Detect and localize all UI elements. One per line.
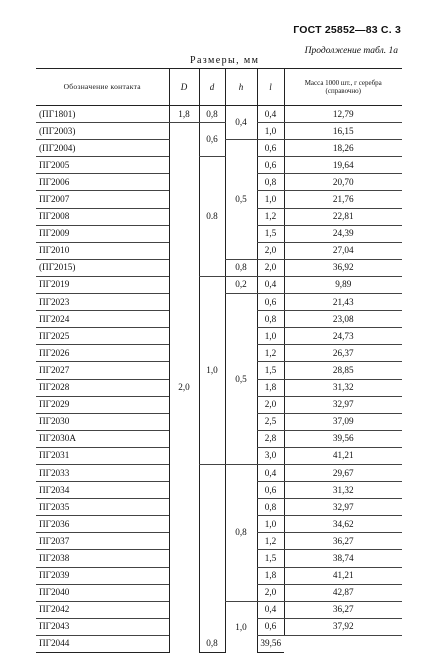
cell-designation: ПГ2007: [36, 191, 169, 208]
cell-l: 1,8: [257, 567, 284, 584]
cell-mass: 32,97: [284, 499, 402, 516]
cell-designation: ПГ2029: [36, 396, 169, 413]
cell-designation: (ПГ1801): [36, 106, 169, 123]
cell-l: 0,6: [257, 294, 284, 311]
cell-mass: 18,26: [284, 140, 402, 157]
cell-mass: 39,56: [257, 635, 284, 652]
col-header-l: l: [257, 69, 284, 106]
sizes-caption: Размеры, мм: [190, 55, 260, 66]
cell-mass: 21,76: [284, 191, 402, 208]
cell-designation: ПГ2023: [36, 294, 169, 311]
cell-l: 2,0: [257, 259, 284, 276]
table-row: [36, 106, 402, 123]
cell-mass: 29,67: [284, 464, 402, 481]
cell-h: 1,0: [225, 601, 257, 652]
cell-designation: ПГ2033: [36, 464, 169, 481]
cell-designation: ПГ2009: [36, 225, 169, 242]
table-header-row: [36, 69, 402, 106]
page-reference: ГОСТ 25852—83 С. 3: [293, 24, 401, 36]
col-header-d: d: [199, 69, 225, 106]
cell-l: 1,2: [257, 345, 284, 362]
table-row: [36, 157, 402, 174]
cell-d: 0,8: [199, 106, 225, 123]
cell-l: 1,5: [257, 225, 284, 242]
cell-d: 0.8: [199, 157, 225, 277]
cell-designation: ПГ2034: [36, 482, 169, 499]
cell-l: 1,0: [257, 328, 284, 345]
cell-h: 0,8: [225, 259, 257, 276]
cell-mass: 37,09: [284, 413, 402, 430]
cell-designation: (ПГ2015): [36, 259, 169, 276]
cell-l: 1,5: [257, 550, 284, 567]
cell-mass: 31,32: [284, 379, 402, 396]
cell-designation: ПГ2040: [36, 584, 169, 601]
cell-mass: 12,79: [284, 106, 402, 123]
cell-l: 1,2: [257, 533, 284, 550]
cell-mass: 9,89: [284, 276, 402, 293]
cell-mass: 41,21: [284, 447, 402, 464]
cell-l: 0,6: [257, 482, 284, 499]
cell-designation: ПГ2044: [36, 635, 169, 652]
cell-l: 1,0: [257, 516, 284, 533]
table-row: [36, 635, 402, 652]
table-row: [36, 276, 402, 293]
cell-l: 2,0: [257, 396, 284, 413]
cell-d-continued: [199, 464, 225, 635]
cell-mass: 27,04: [284, 242, 402, 259]
cell-mass: 36,92: [284, 259, 402, 276]
cell-designation: ПГ2008: [36, 208, 169, 225]
cell-designation: (ПГ2003): [36, 123, 169, 140]
col-header-D: D: [169, 69, 199, 106]
col-header-mass: Масса 1000 шт., г серебра (справочно): [284, 69, 402, 106]
cell-l: 0,8: [257, 174, 284, 191]
cell-mass: 37,92: [284, 618, 402, 635]
cell-designation: ПГ2030: [36, 413, 169, 430]
cell-h: 0,5: [225, 140, 257, 260]
cell-l: 2,5: [257, 413, 284, 430]
cell-l: 1,0: [257, 191, 284, 208]
cell-designation: ПГ2035: [36, 499, 169, 516]
cell-l: 0,8: [257, 311, 284, 328]
contact-table: [36, 68, 402, 653]
cell-l: 0,6: [257, 157, 284, 174]
cell-designation: ПГ2024: [36, 311, 169, 328]
cell-D: 2,0: [169, 123, 199, 653]
cell-designation: ПГ2036: [36, 516, 169, 533]
cell-l: 0,4: [257, 276, 284, 293]
cell-designation: ПГ2019: [36, 276, 169, 293]
cell-l: 3,0: [257, 447, 284, 464]
cell-l: 1,5: [257, 362, 284, 379]
cell-l: 0,4: [257, 464, 284, 481]
cell-h: 0,5: [225, 294, 257, 465]
cell-l: 2,8: [257, 430, 284, 447]
cell-designation: ПГ2026: [36, 345, 169, 362]
cell-designation: ПГ2031: [36, 447, 169, 464]
cell-designation: ПГ2028: [36, 379, 169, 396]
table-continuation-label: Продолжение табл. 1а: [304, 46, 398, 56]
cell-l: 2,0: [257, 584, 284, 601]
cell-designation: ПГ2006: [36, 174, 169, 191]
cell-mass: 23,08: [284, 311, 402, 328]
cell-l: 1,2: [257, 208, 284, 225]
cell-mass: 16,15: [284, 123, 402, 140]
cell-l: 0,4: [257, 106, 284, 123]
cell-mass: 31,32: [284, 482, 402, 499]
cell-l: 1,0: [257, 123, 284, 140]
cell-designation: ПГ2039: [36, 567, 169, 584]
cell-designation: ПГ2037: [36, 533, 169, 550]
cell-designation: ПГ2027: [36, 362, 169, 379]
col-header-h: h: [225, 69, 257, 106]
cell-h: 0,8: [225, 464, 257, 601]
cell-mass: 28,85: [284, 362, 402, 379]
cell-mass: 36,27: [284, 601, 402, 618]
cell-D: 1,8: [169, 106, 199, 123]
cell-l: 1,8: [257, 379, 284, 396]
cell-mass: 34,62: [284, 516, 402, 533]
cell-designation: ПГ2005: [36, 157, 169, 174]
cell-mass: 41,21: [284, 567, 402, 584]
cell-designation: ПГ2038: [36, 550, 169, 567]
cell-h: 0,4: [225, 106, 257, 140]
cell-mass: 32,97: [284, 396, 402, 413]
col-header-designation: Обозначение контакта: [36, 69, 169, 106]
cell-designation: (ПГ2004): [36, 140, 169, 157]
cell-l: 2,0: [257, 242, 284, 259]
cell-mass: 20,70: [284, 174, 402, 191]
cell-mass: 26,37: [284, 345, 402, 362]
cell-mass: 38,74: [284, 550, 402, 567]
cell-mass: 24,73: [284, 328, 402, 345]
cell-d: 0,6: [199, 123, 225, 157]
cell-l: 0,8: [199, 635, 225, 652]
cell-mass: 36,27: [284, 533, 402, 550]
cell-d: 1,0: [199, 276, 225, 464]
cell-l: 0,8: [257, 499, 284, 516]
cell-designation: ПГ2042: [36, 601, 169, 618]
cell-mass: 21,43: [284, 294, 402, 311]
cell-designation: ПГ2030А: [36, 430, 169, 447]
table-row: [36, 123, 402, 140]
cell-mass: 24,39: [284, 225, 402, 242]
cell-mass: 19,64: [284, 157, 402, 174]
cell-l: 0,6: [257, 140, 284, 157]
cell-mass: 42,87: [284, 584, 402, 601]
cell-l: 0,6: [257, 618, 284, 635]
cell-h: 0,2: [225, 276, 257, 293]
cell-designation: ПГ2010: [36, 242, 169, 259]
cell-designation: ПГ2025: [36, 328, 169, 345]
cell-mass: 22,81: [284, 208, 402, 225]
cell-l: 0,4: [257, 601, 284, 618]
table-row: [36, 464, 402, 481]
cell-designation: ПГ2043: [36, 618, 169, 635]
cell-mass: 39,56: [284, 430, 402, 447]
